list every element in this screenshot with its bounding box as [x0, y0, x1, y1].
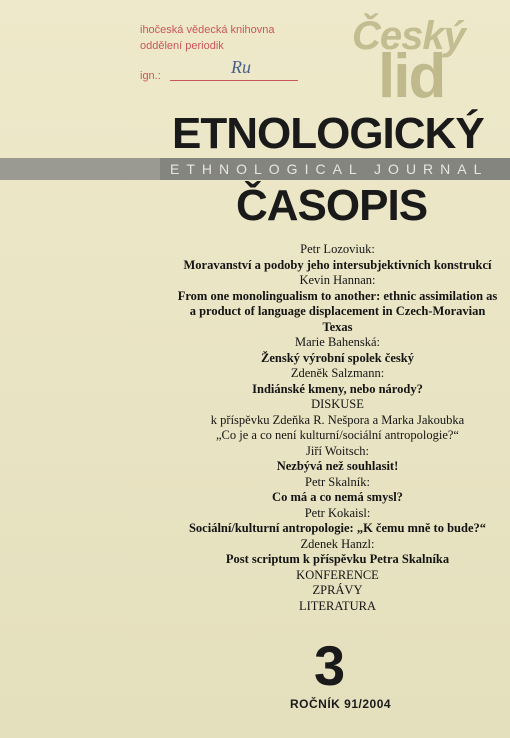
- stamp-line-department: oddělení periodik: [140, 40, 224, 52]
- title-etnologicky: ETNOLOGICKÝ: [172, 109, 484, 158]
- stamp-line-library: ihočeská vědecká knihovna: [140, 24, 275, 36]
- toc-author: Petr Kokaisl:: [304, 505, 371, 520]
- toc-section: KONFERENCE: [296, 567, 379, 582]
- title-casopis: ČASOPIS: [236, 181, 428, 230]
- toc-title: Moravanství a podoby jeho intersubjektivních konstrukcí: [183, 257, 492, 272]
- toc-title: Post scriptum k příspěvku Petra Skalníka: [225, 552, 450, 566]
- toc-section: ZPRÁVY: [312, 583, 363, 597]
- toc-section: DISKUSE: [311, 397, 364, 411]
- table-of-contents: [175, 242, 500, 614]
- subtitle-english: ETHNOLOGICAL JOURNAL: [170, 161, 489, 177]
- stamp-signature-line: [170, 80, 298, 81]
- issue-number: 3: [314, 634, 346, 697]
- toc-title: Ženský výrobní spolek český: [261, 350, 414, 365]
- toc-author: Marie Bahenská:: [294, 335, 381, 349]
- library-stamp: [140, 22, 310, 88]
- toc-title: From one monolingualism to another: ethnic assimilation as a product of language displacement in Czech-Moravian Texas: [177, 288, 498, 334]
- handwritten-signature: Ru: [231, 57, 251, 77]
- toc-title: Indiánské kmeny, nebo národy?: [252, 381, 423, 396]
- toc-author: Petr Skalník:: [305, 474, 370, 489]
- logo-lid: lid: [378, 42, 445, 111]
- toc-author: Kevin Hannan:: [299, 273, 376, 287]
- toc-author: Zdeněk Salzmann:: [290, 366, 385, 380]
- toc-author: Jiří Woitsch:: [305, 443, 369, 458]
- volume-year: ROČNÍK 91/2004: [290, 697, 392, 711]
- toc-section: LITERATURA: [298, 598, 377, 613]
- stamp-line-sign: ign.:: [140, 70, 161, 82]
- logo-cesky: Český: [352, 14, 465, 58]
- toc-title: Co má a co nemá smysl?: [272, 490, 403, 504]
- toc-title: Sociální/kulturní antropologie: „K čemu mně to bude?“: [188, 521, 486, 535]
- toc-title: Nezbývá než souhlasit!: [276, 459, 399, 473]
- subtitle-band-accent: [0, 158, 160, 180]
- toc-author: Zdenek Hanzl:: [300, 536, 375, 551]
- toc-plain: „Co je a co není kulturní/sociální antropologie?“: [216, 428, 459, 442]
- toc-plain: k příspěvku Zdeňka R. Nešpora a Marka Jakoubka: [210, 412, 465, 427]
- toc-author: Petr Lozoviuk:: [300, 242, 375, 256]
